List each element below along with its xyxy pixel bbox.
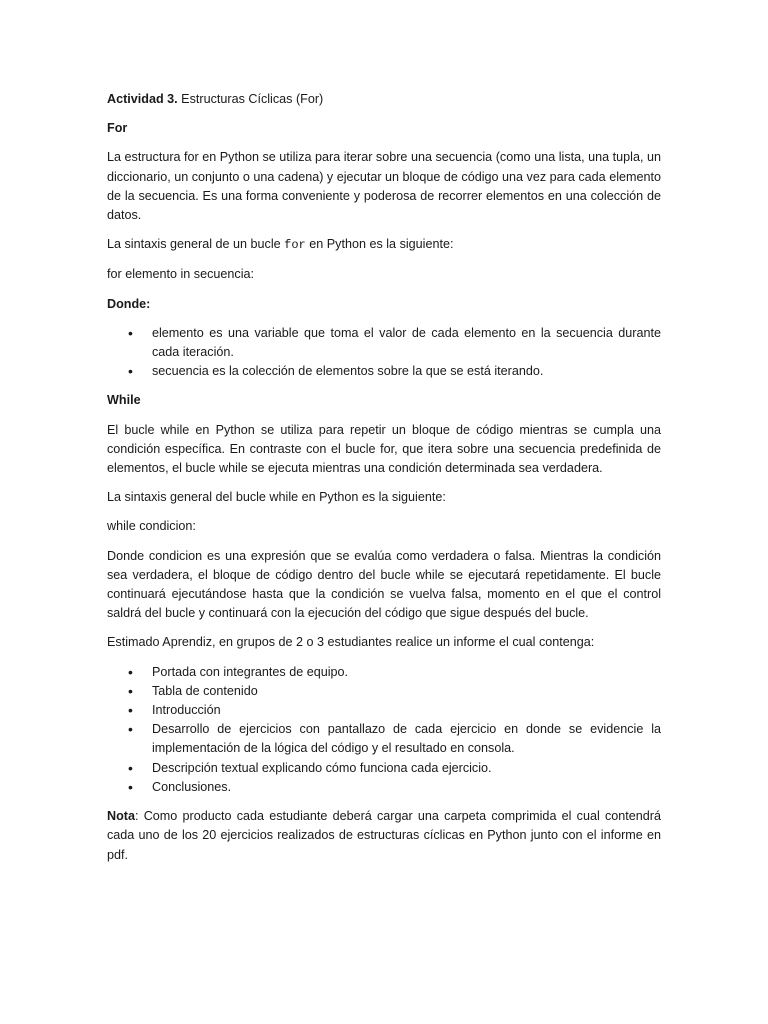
bullet-icon: • [128, 363, 133, 380]
while-heading: While [107, 393, 141, 408]
note-paragraph [107, 807, 661, 865]
document-title [107, 90, 661, 109]
for-syntax-code: for [284, 238, 306, 253]
list-item-text: secuencia es la colección de elementos sobre la que se está iterando. [152, 364, 544, 379]
bullet-icon: • [128, 759, 133, 776]
list-item [107, 324, 661, 362]
where-heading: Donde: [107, 296, 151, 311]
while-syntax-line: while condicion: [107, 519, 196, 534]
for-bullet-list [107, 324, 661, 382]
list-item-text: Conclusiones. [152, 779, 232, 794]
for-syntax-before: La sintaxis general de un bucle [107, 237, 285, 252]
bullet-icon: • [128, 778, 133, 795]
title-bold: Actividad 3. [107, 92, 178, 106]
assignment-intro: Estimado Aprendiz, en grupos de 2 o 3 estudiantes realice un informe el cual contenga: [107, 635, 595, 650]
for-heading: For [107, 121, 128, 136]
list-item [107, 663, 661, 682]
list-item-text: Desarrollo de ejercicios con pantallazo de cada ejercicio en donde se evidencie la implementación de la lógica del código y el resultado en consola. [152, 722, 661, 756]
while-explanation: Donde condicion es una expresión que se evalúa como verdadera o falsa. Mientras la condición sea verdadera, el bloque de código dentro del bucle while se ejecutará repetidamente. El bucle continuará ejecutándose hasta que la condición se vuelva falsa, momento en el que el control saldrá del bucle y continuará con la ejecución del código que sigue después del bucle. [107, 548, 661, 621]
while-syntax-intro: La sintaxis general del bucle while en Python es la siguiente: [107, 490, 446, 505]
list-item-text: Portada con integrantes de equipo. [152, 664, 349, 679]
assignment-list [107, 663, 661, 797]
bullet-icon: • [128, 682, 133, 699]
bullet-icon: • [128, 324, 133, 341]
document-page [107, 90, 661, 875]
list-item [107, 778, 661, 797]
bullet-icon: • [128, 702, 133, 719]
list-item [107, 362, 661, 381]
bullet-icon: • [128, 663, 133, 680]
list-item [107, 701, 661, 720]
list-item [107, 720, 661, 758]
list-item-text: Tabla de contenido [152, 683, 258, 698]
for-syntax-after: en Python es la siguiente: [305, 237, 454, 252]
note-text: : Como producto cada estudiante deberá cargar una carpeta comprimida el cual contendrá cada uno de los 20 ejercicios realizados de estructuras cíclicas en Python junto con el informe en pdf. [107, 809, 661, 862]
list-item [107, 682, 661, 701]
for-paragraph: La estructura for en Python se utiliza para iterar sobre una secuencia (como una lista, una tupla, un diccionario, un conjunto o una cadena) y ejecutar un bloque de código una vez para cada elemento de la secuencia. Es una forma conveniente y poderosa de recorrer elementos en una colección de datos. [107, 150, 661, 223]
list-item-text: Introducción [152, 703, 221, 718]
while-paragraph: El bucle while en Python se utiliza para repetir un bloque de código mientras se cumpla una condición específica. En contraste con el bucle for, que itera sobre una secuencia predefinida de elementos, el bucle while se ejecuta mientras una condición determinada sea verdadera. [107, 422, 661, 476]
list-item [107, 759, 661, 778]
bullet-icon: • [128, 721, 133, 738]
list-item-text: Descripción textual explicando cómo funciona cada ejercicio. [152, 760, 492, 775]
for-syntax-line: for elemento in secuencia: [107, 267, 255, 282]
title-rest: Estructuras Cíclicas (For) [177, 92, 324, 106]
note-label: Nota [107, 809, 135, 824]
for-syntax-intro [107, 235, 661, 255]
list-item-text: elemento es una variable que toma el valor de cada elemento en la secuencia durante cada iteración. [152, 325, 661, 360]
